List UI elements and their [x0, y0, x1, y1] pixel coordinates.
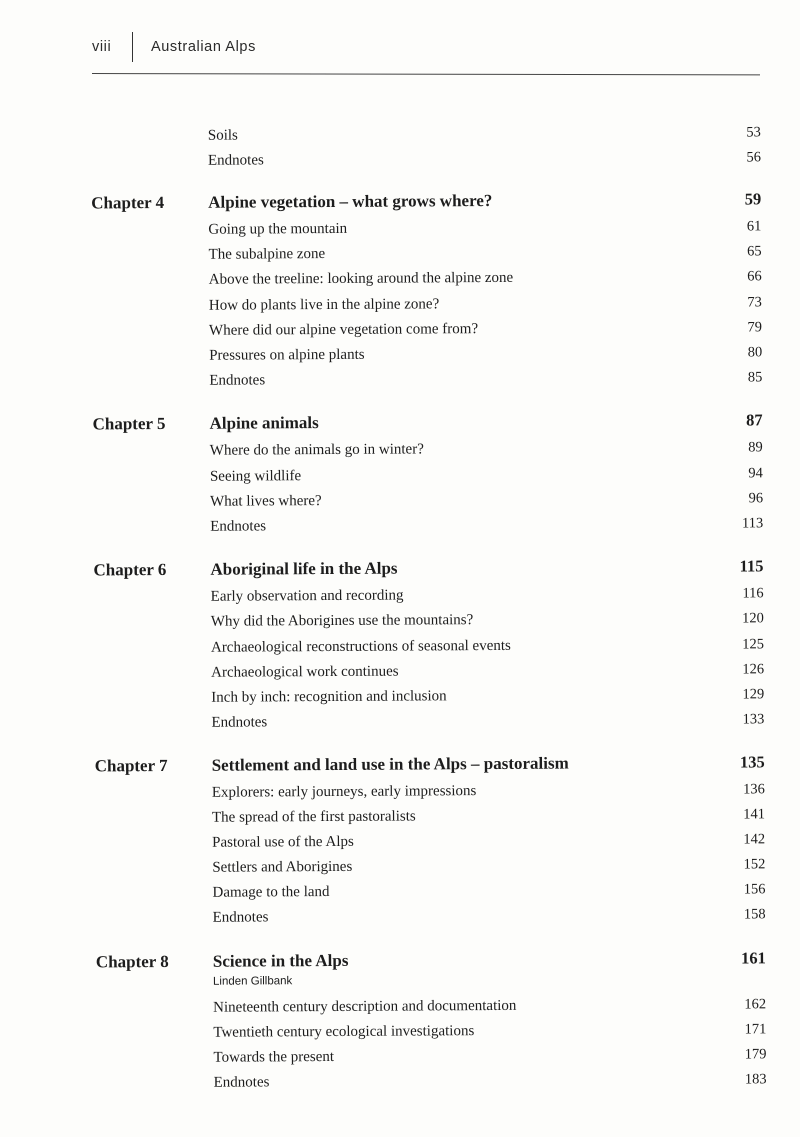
entry-page: 89	[748, 439, 763, 456]
entry-page: 113	[741, 515, 764, 532]
entry-title: Above the treeline: looking around the alpine zone	[208, 269, 514, 288]
entry-title: The subalpine zone	[208, 246, 326, 263]
toc-entry	[92, 365, 762, 393]
entry-title: Where did our alpine vegetation come from?	[208, 321, 479, 339]
chapter-heading	[93, 408, 763, 436]
toc-entry	[93, 435, 763, 463]
entry-title: Settlers and Aborigines	[212, 858, 353, 876]
entry-page: 96	[748, 490, 764, 507]
chapter-title: Science in the Alps	[212, 950, 349, 971]
chapter-number: Chapter 8	[95, 951, 169, 972]
entry-page: 61	[746, 218, 762, 235]
entry-title: Archaeological work continues	[211, 663, 399, 681]
entry-title: How do plants live in the alpine zone?	[208, 296, 440, 314]
toc-entry	[93, 486, 763, 514]
toc-entry	[95, 852, 765, 880]
entry-page: 183	[744, 1071, 767, 1088]
toc-entry	[97, 1067, 767, 1095]
author-name: Linden Gillbank	[212, 975, 293, 988]
entry-page: 79	[747, 319, 763, 336]
chapter-number: Chapter 5	[92, 413, 166, 434]
toc-entry	[94, 682, 764, 710]
entry-title: Endnotes	[213, 1074, 270, 1091]
entry-title: Explorers: early journeys, early impressions	[211, 783, 477, 801]
entry-page: 125	[742, 636, 764, 653]
entry-page: 73	[747, 294, 762, 311]
entry-title: Seeing wildlife	[209, 468, 302, 485]
toc-entry	[94, 632, 764, 660]
entry-page: 66	[747, 268, 762, 285]
toc-entry	[92, 340, 762, 368]
entry-page: 171	[744, 1021, 767, 1038]
toc-entry	[96, 902, 766, 930]
toc-entry	[94, 707, 764, 735]
toc-entry	[95, 827, 765, 855]
chapter-page: 59	[744, 189, 762, 209]
chapter-title: Aboriginal life in the Alps	[210, 558, 398, 579]
entry-page: 126	[742, 661, 765, 678]
toc-entry	[92, 315, 762, 343]
entry-title: Endnotes	[210, 518, 267, 535]
chapter-heading	[95, 750, 765, 778]
toc-entry	[93, 511, 763, 539]
entry-page: 85	[747, 369, 763, 386]
entry-page: 162	[744, 996, 767, 1013]
chapter-number: Chapter 4	[91, 193, 165, 213]
entry-page: 94	[748, 465, 763, 482]
toc-entry	[91, 145, 761, 173]
entry-title: Why did the Aborigines use the mountains?	[210, 612, 474, 630]
entry-page: 142	[743, 831, 766, 848]
entry-page: 179	[744, 1046, 767, 1063]
toc-entry	[95, 877, 765, 905]
chapter-page: 115	[739, 556, 764, 576]
toc-entry	[91, 214, 761, 242]
chapter-number: Chapter 6	[93, 559, 167, 580]
entry-title: Endnotes	[207, 152, 264, 169]
entry-title: Twentieth century ecological investigations	[213, 1023, 475, 1041]
toc-entry	[94, 657, 764, 685]
toc-entry	[96, 1017, 766, 1045]
entry-page: 152	[743, 856, 766, 873]
toc-entry	[93, 461, 763, 489]
toc-entry	[91, 120, 761, 148]
entry-title: Going up the mountain	[208, 220, 348, 238]
page-folio: viii	[92, 39, 112, 55]
toc-entry	[94, 606, 764, 634]
chapter-page: 135	[739, 752, 765, 772]
entry-page: 133	[742, 711, 765, 728]
entry-page: 116	[742, 585, 764, 602]
entry-title: The spread of the first pastoralists	[211, 808, 416, 826]
entry-page: 56	[746, 149, 762, 166]
chapter-title: Alpine animals	[209, 413, 319, 433]
entry-title: Endnotes	[212, 909, 269, 926]
toc-entry	[92, 290, 762, 318]
chapter-heading	[91, 187, 761, 215]
entry-title: Inch by inch: recognition and inclusion	[211, 688, 447, 706]
entry-title: Endnotes	[209, 372, 266, 389]
chapter-number: Chapter 7	[94, 755, 168, 776]
entry-page: 158	[743, 906, 766, 923]
entry-title: Nineteenth century description and documentation	[213, 997, 517, 1016]
toc-entry	[96, 1042, 766, 1070]
entry-title: Archaeological reconstructions of seasonal events	[210, 637, 511, 656]
chapter-heading	[93, 554, 763, 582]
entry-page: 156	[743, 881, 766, 898]
entry-title: Where do the animals go in winter?	[209, 441, 424, 459]
entry-page: 141	[743, 806, 766, 823]
entry-page: 120	[741, 610, 764, 627]
entry-title: Towards the present	[213, 1048, 335, 1066]
entry-title: Damage to the land	[212, 884, 330, 901]
entry-page: 136	[743, 781, 765, 798]
chapter-page: 87	[746, 410, 763, 430]
chapter-title: Alpine vegetation – what grows where?	[208, 190, 493, 212]
entry-title: Soils	[207, 127, 238, 144]
book-title: Australian Alps	[151, 39, 256, 55]
chapter-title: Settlement and land use in the Alps – pastoralism	[211, 753, 569, 775]
entry-title: Early observation and recording	[210, 587, 404, 605]
entry-page: 53	[746, 124, 761, 141]
entry-page: 129	[742, 686, 765, 703]
entry-page: 65	[747, 243, 762, 260]
entry-title: What lives where?	[210, 493, 322, 510]
entry-title: Pressures on alpine plants	[209, 346, 365, 364]
toc-entry	[92, 264, 762, 292]
toc-entry	[95, 802, 765, 830]
toc-entry	[91, 239, 761, 267]
entry-title: Pastoral use of the Alps	[212, 833, 354, 851]
entry-page: 80	[747, 344, 763, 361]
toc-entry	[96, 992, 766, 1020]
toc-entry	[94, 581, 764, 609]
chapter-author	[96, 970, 766, 990]
chapter-page: 161	[741, 948, 766, 968]
toc-entry	[95, 777, 765, 805]
entry-title: Endnotes	[211, 714, 268, 731]
